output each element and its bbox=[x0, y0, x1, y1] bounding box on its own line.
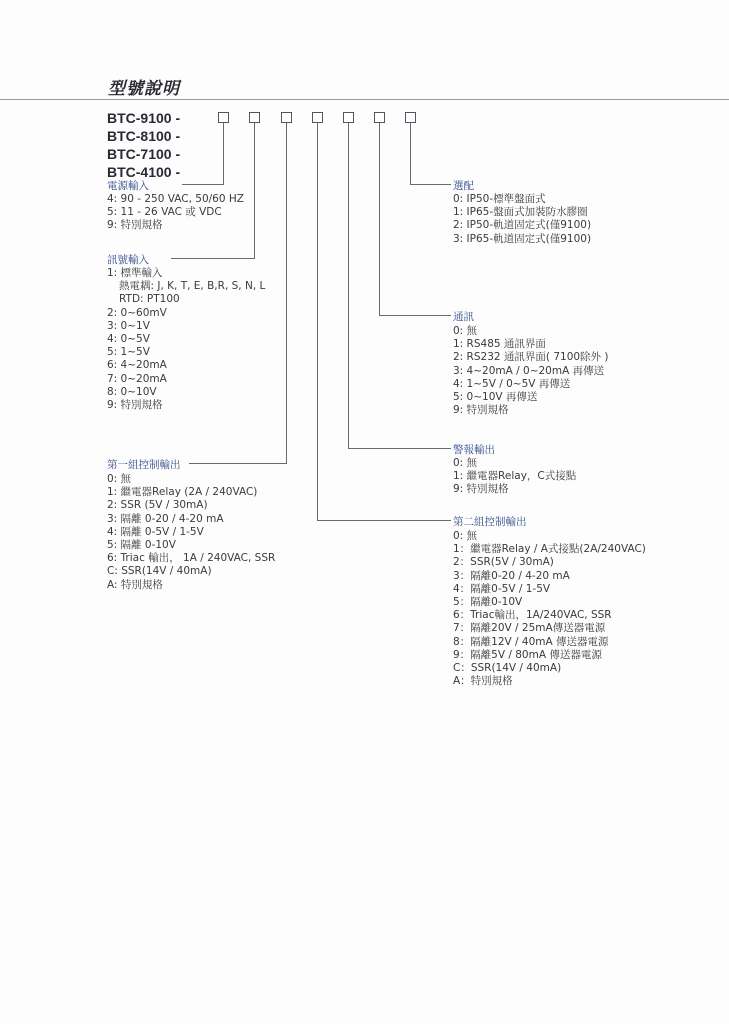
list-item: 4：隔離0-5V / 1-5V bbox=[453, 582, 551, 595]
list-item: 4: 90 - 250 VAC, 50/60 HZ bbox=[107, 193, 244, 205]
section-title-control2: 第二組控制輸出 bbox=[453, 516, 527, 528]
list-item: 4: 0~5V bbox=[107, 332, 150, 345]
code-box-signal bbox=[249, 112, 260, 123]
list-item: 0: 無 bbox=[453, 325, 478, 337]
code-box-power bbox=[218, 112, 229, 123]
model-btc-9100: BTC-9100 - bbox=[107, 110, 181, 126]
connector-options-v bbox=[410, 123, 411, 185]
code-box-options bbox=[405, 112, 416, 123]
alarm-options-list bbox=[453, 457, 576, 497]
section-title-alarm: 警報輸出 bbox=[453, 444, 495, 456]
connector-alarm-h bbox=[348, 448, 451, 449]
list-item: 4: 1~5V / 0~5V 再傳送 bbox=[453, 377, 571, 390]
list-item: 0: IP50-標準盤面式 bbox=[453, 193, 546, 205]
list-item: 8：隔離12V / 40mA 傳送器電源 bbox=[453, 635, 609, 648]
list-item: 5: 隔離 0-10V bbox=[107, 538, 176, 551]
section-title-power: 電源輸入 bbox=[107, 180, 149, 192]
list-item: 3: 隔離 0-20 / 4-20 mA bbox=[107, 512, 224, 525]
connector-comm-h bbox=[379, 315, 451, 316]
list-item: 1: 標準輸入 bbox=[107, 267, 163, 279]
list-item: 8: 0~10V bbox=[107, 385, 157, 398]
model-btc-4100: BTC-4100 - bbox=[107, 164, 181, 180]
list-item: 0: 無 bbox=[107, 473, 132, 485]
list-item: 3: IP65-軌道固定式(僅9100) bbox=[453, 232, 592, 245]
connector-power-h bbox=[182, 184, 224, 185]
code-box-alarm bbox=[343, 112, 354, 123]
list-item: 2: RS232 通訊界面( 7100除外 ) bbox=[453, 351, 609, 364]
connector-options-h bbox=[410, 184, 451, 185]
comm-options-list bbox=[453, 325, 609, 417]
list-item: 7: 0~20mA bbox=[107, 372, 167, 385]
connector-signal-h bbox=[171, 258, 255, 259]
list-item: 1: RS485 通訊界面 bbox=[453, 338, 546, 351]
section-title-control1: 第一組控制輸出 bbox=[107, 459, 181, 471]
model-btc-7100: BTC-7100 - bbox=[107, 146, 181, 162]
model-btc-8100: BTC-8100 - bbox=[107, 128, 181, 144]
list-item: 0: 無 bbox=[453, 530, 478, 542]
list-item: C: SSR(14V / 40mA) bbox=[107, 565, 212, 578]
list-item: C：SSR(14V / 40mA) bbox=[453, 661, 562, 674]
list-item: 2: IP50-軌道固定式(僅9100) bbox=[453, 219, 592, 232]
list-item: 9: 特別規格 bbox=[453, 483, 509, 496]
list-item: 9: 特別規格 bbox=[453, 404, 509, 417]
signal-options-list bbox=[107, 267, 265, 412]
list-item: 1: 繼電器Relay (2A / 240VAC) bbox=[107, 486, 258, 499]
list-item: A: 特別規格 bbox=[107, 578, 163, 591]
connector-power-v bbox=[223, 123, 224, 185]
connector-comm-v bbox=[379, 123, 380, 316]
list-item: 2: 0~60mV bbox=[107, 306, 167, 319]
code-box-comm bbox=[374, 112, 385, 123]
connector-control2-h bbox=[317, 520, 451, 521]
options-list bbox=[453, 193, 591, 246]
title-divider bbox=[0, 99, 729, 100]
list-item: 9：隔離5V / 80mA 傳送器電源 bbox=[453, 648, 602, 661]
list-item: RTD: PT100 bbox=[119, 293, 180, 306]
list-item: 6: Triac 輸出， 1A / 240VAC, SSR bbox=[107, 552, 276, 565]
list-item: 1：繼電器Relay / A式接點(2A/240VAC) bbox=[453, 543, 646, 556]
list-item: 5：隔離0-10V bbox=[453, 595, 523, 608]
list-item: 3: 4~20mA / 0~20mA 再傳送 bbox=[453, 364, 605, 377]
list-item: 0: 無 bbox=[453, 457, 478, 469]
list-item: 1: IP65-盤面式加裝防水膠圈 bbox=[453, 206, 588, 219]
page-title: 型號說明 bbox=[108, 79, 180, 99]
list-item: 3：隔離0-20 / 4-20 mA bbox=[453, 569, 570, 582]
section-title-comm: 通訊 bbox=[453, 311, 474, 323]
list-item: 2：SSR(5V / 30mA) bbox=[453, 556, 554, 569]
connector-alarm-v bbox=[348, 123, 349, 449]
list-item: 4: 隔離 0-5V / 1-5V bbox=[107, 525, 204, 538]
list-item: 9: 特別規格 bbox=[107, 219, 163, 232]
control2-options-list bbox=[453, 530, 646, 688]
section-title-signal: 訊號輸入 bbox=[107, 254, 149, 266]
connector-control2-v bbox=[317, 123, 318, 521]
code-box-control2 bbox=[312, 112, 323, 123]
list-item: 7：隔離20V / 25mA傳送器電源 bbox=[453, 622, 606, 635]
list-item: 6: 4~20mA bbox=[107, 359, 167, 372]
list-item: 6：Triac輸出，1A/240VAC, SSR bbox=[453, 609, 612, 622]
connector-signal-v bbox=[254, 123, 255, 259]
power-options-list bbox=[107, 193, 244, 233]
section-title-options: 選配 bbox=[453, 180, 474, 192]
list-item: 2: SSR (5V / 30mA) bbox=[107, 499, 208, 512]
list-item: 1: 繼電器Relay，C式接點 bbox=[453, 470, 577, 483]
connector-control1-h bbox=[189, 463, 287, 464]
control1-options-list bbox=[107, 473, 275, 592]
connector-control1-v bbox=[286, 123, 287, 464]
list-item: 5: 11 - 26 VAC 或 VDC bbox=[107, 206, 222, 219]
code-box-control1 bbox=[281, 112, 292, 123]
list-item: 3: 0~1V bbox=[107, 319, 150, 332]
list-item: 5: 0~10V 再傳送 bbox=[453, 390, 538, 403]
list-item: 熱電耦: J, K, T, E, B,R, S, N, L bbox=[119, 280, 266, 293]
list-item: 9: 特別規格 bbox=[107, 398, 163, 411]
list-item: A：特別規格 bbox=[453, 675, 513, 688]
list-item: 5: 1~5V bbox=[107, 346, 150, 359]
